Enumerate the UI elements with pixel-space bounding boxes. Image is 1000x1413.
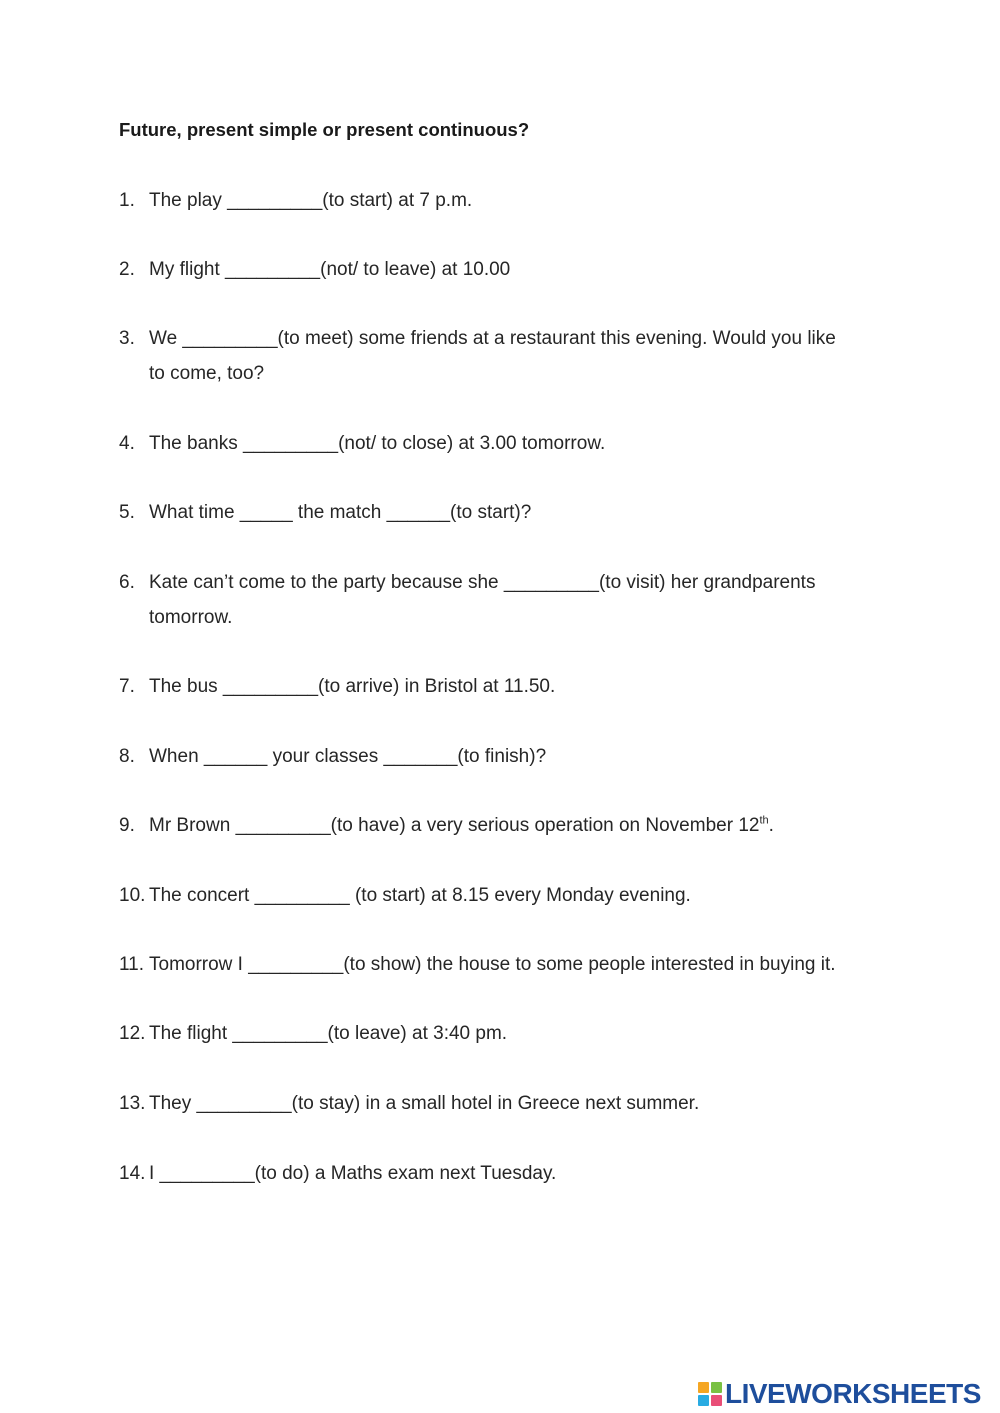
- exercise-item-4: [119, 426, 899, 461]
- item-number: 3.: [119, 328, 135, 349]
- liveworksheets-grid-icon: [698, 1382, 722, 1406]
- item-text-line-1: Kate can’t come to the party because she _________(to visit) her grandparents: [149, 572, 816, 593]
- item-number: 14.: [119, 1163, 146, 1184]
- exercise-item-6: [119, 565, 899, 635]
- item-number: 6.: [119, 572, 135, 593]
- item-text: The concert _________ (to start) at 8.15 every Monday evening.: [149, 885, 691, 906]
- item-number: 1.: [119, 190, 135, 211]
- exercise-item-14: [119, 1156, 899, 1191]
- item-text-line-1: We _________(to meet) some friends at a restaurant this evening. Would you like: [149, 328, 836, 349]
- exercise-item-7: [119, 669, 899, 704]
- item-text: My flight _________(not/ to leave) at 10.00: [149, 259, 511, 280]
- exercise-item-1: [119, 183, 899, 218]
- item-number: 12.: [119, 1023, 146, 1044]
- exercise-item-9: [119, 808, 899, 843]
- item-text: The flight _________(to leave) at 3:40 pm.: [149, 1023, 508, 1044]
- item-number: 2.: [119, 259, 135, 280]
- item-text: [149, 321, 899, 391]
- item-text: [149, 565, 899, 635]
- item-number: 10.: [119, 885, 146, 906]
- item-text: The banks _________(not/ to close) at 3.00 tomorrow.: [149, 433, 606, 454]
- ordinal-suffix: th: [759, 814, 769, 827]
- item-text: The bus _________(to arrive) in Bristol at 11.50.: [149, 676, 556, 697]
- exercise-item-12: [119, 1016, 899, 1051]
- item-number: 13.: [119, 1093, 146, 1114]
- liveworksheets-logo: [698, 1378, 981, 1410]
- exercise-item-5: [119, 495, 899, 530]
- item-text: What time _____ the match ______(to start)?: [149, 502, 532, 523]
- item-number: 7.: [119, 676, 135, 697]
- item-number: 9.: [119, 815, 135, 836]
- logo-text: LIVEWORKSHEETS: [725, 1378, 981, 1409]
- item-number: 11.: [119, 954, 145, 975]
- item-text: I _________(to do) a Maths exam next Tuesday.: [149, 1163, 557, 1184]
- worksheet-title: Future, present simple or present continuous?: [119, 119, 530, 140]
- item-number: 5.: [119, 502, 135, 523]
- exercise-item-2: [119, 252, 899, 287]
- item-text-line-2: tomorrow.: [149, 607, 233, 628]
- item-text: The play _________(to start) at 7 p.m.: [149, 190, 473, 211]
- exercise-item-3: [119, 321, 899, 391]
- exercise-item-8: [119, 739, 899, 774]
- item-text: Tomorrow I _________(to show) the house to some people interested in buying it.: [149, 954, 836, 975]
- item-number: 4.: [119, 433, 135, 454]
- item-text-line-2: to come, too?: [149, 363, 265, 384]
- item-text-main: Mr Brown _________(to have) a very serious operation on November 12: [149, 815, 760, 836]
- exercise-item-13: [119, 1086, 899, 1121]
- item-text-end: .: [768, 815, 774, 836]
- item-text: [149, 808, 899, 843]
- item-text: They _________(to stay) in a small hotel in Greece next summer.: [149, 1093, 700, 1114]
- item-text: When ______ your classes _______(to finish)?: [149, 746, 547, 767]
- item-number: 8.: [119, 746, 135, 767]
- exercise-item-11: [119, 947, 899, 982]
- exercise-item-10: [119, 878, 899, 913]
